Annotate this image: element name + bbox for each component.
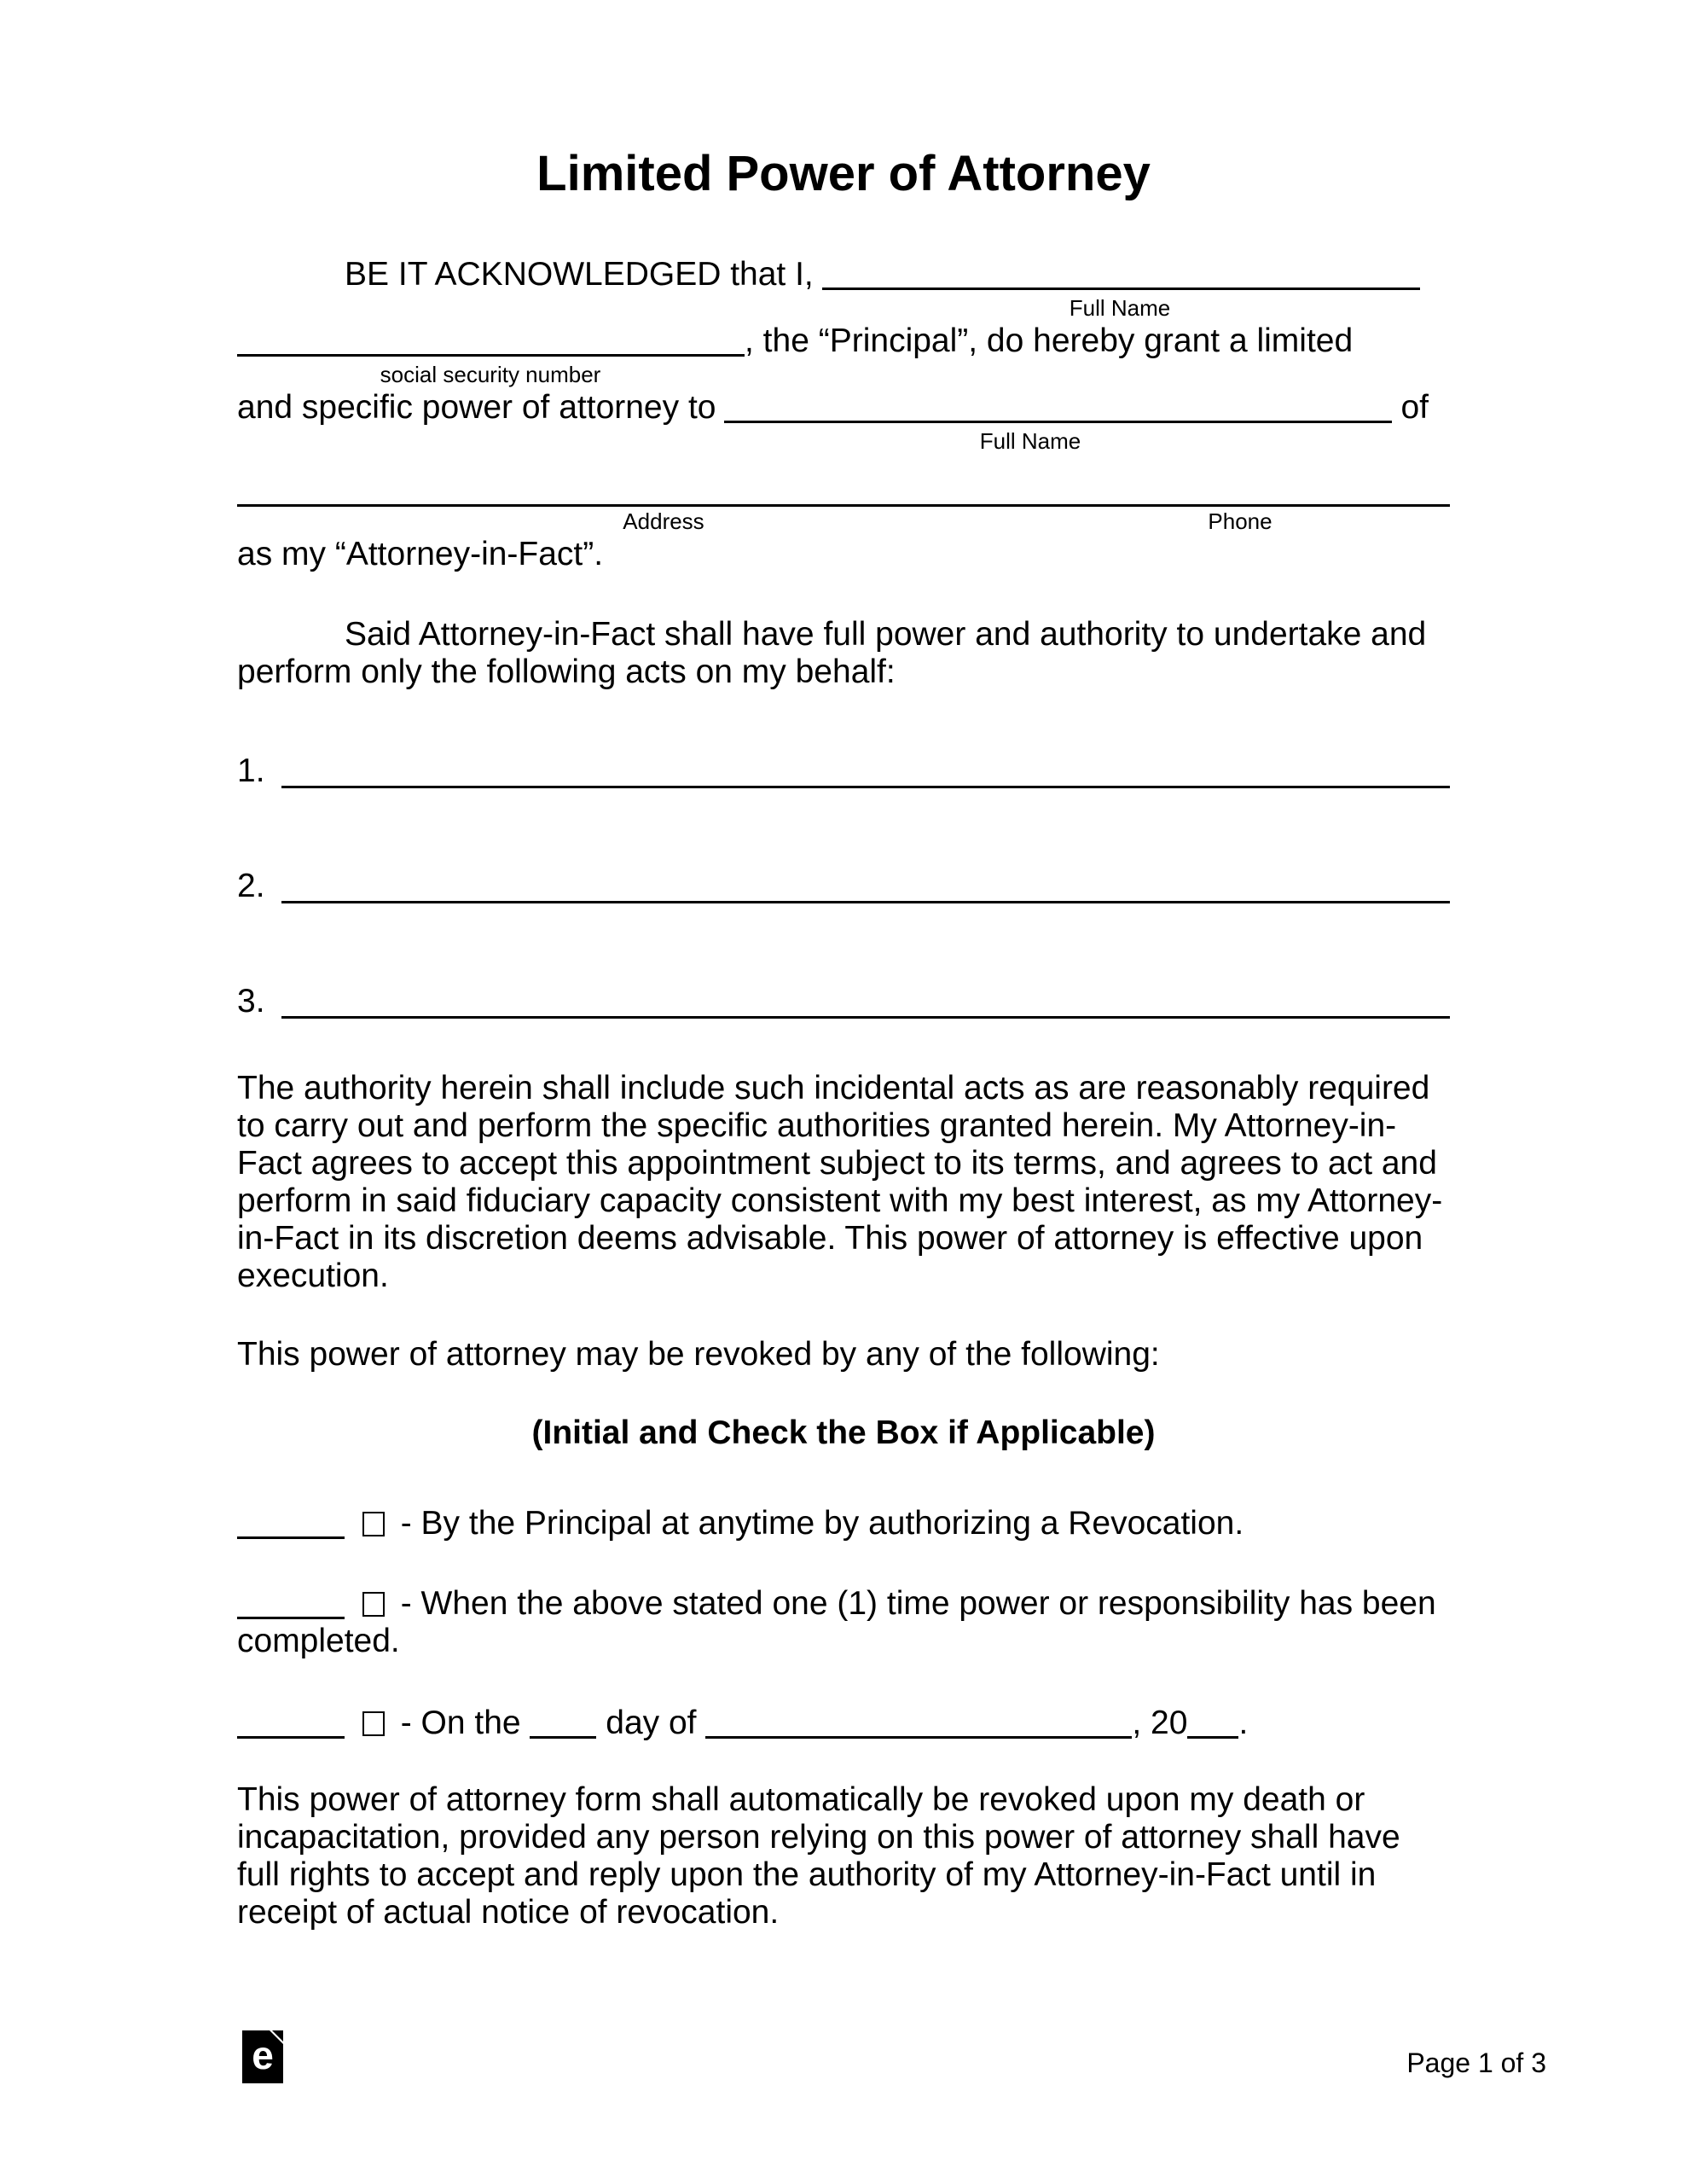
ssn-label: social security number <box>380 362 601 387</box>
revocation-checkbox-2[interactable] <box>362 1592 385 1617</box>
of-text: of <box>1400 389 1429 426</box>
initial-check-heading: (Initial and Check the Box if Applicable) <box>531 1414 1156 1451</box>
full-name-label-2: Full Name <box>979 428 1081 454</box>
revocation-option-1 <box>237 1505 1450 1542</box>
revocation-option-3-suffix: , 20 <box>1132 1705 1188 1741</box>
full-name-label-1: Full Name <box>1069 295 1171 321</box>
address-phone-label-row <box>237 507 1450 536</box>
revocation-option-3-prefix: - On the <box>400 1705 521 1741</box>
act-row-2 <box>237 868 1450 905</box>
principal-clause-text: , the “Principal”, do hereby grant a limited <box>745 322 1354 359</box>
revocation-intro: This power of attorney may be revoked by any of the following: <box>237 1336 1160 1373</box>
year-blank[interactable] <box>1187 1713 1238 1739</box>
grant-clause-text: and specific power of attorney to <box>237 389 716 426</box>
acknowledged-text: BE IT ACKNOWLEDGED that I, <box>345 256 814 293</box>
month-blank[interactable] <box>705 1713 1132 1739</box>
page-title: Limited Power of Attorney <box>536 146 1151 201</box>
attorney-in-fact-text: as my “Attorney-in-Fact”. <box>237 536 604 572</box>
act-row-1 <box>237 752 1450 790</box>
address-label: Address <box>623 508 704 534</box>
initials-blank-2[interactable] <box>237 1594 345 1619</box>
revocation-checkbox-3[interactable] <box>362 1711 385 1736</box>
day-blank[interactable] <box>530 1713 596 1739</box>
act-blank-3[interactable] <box>281 985 1450 1019</box>
attorney-in-fact-line <box>237 536 1450 573</box>
attorney-full-name-blank[interactable] <box>724 394 1392 423</box>
act-number-1: 1. <box>237 752 265 789</box>
revocation-option-2-text: - When the above stated one (1) time power or responsibility has been completed. <box>237 1585 1436 1659</box>
authority-paragraph: Said Attorney-in-Fact shall have full power and authority to undertake and perform only the following acts on my behalf: <box>237 616 1427 690</box>
initials-blank-1[interactable] <box>237 1513 345 1539</box>
revocation-option-3 <box>237 1705 1450 1742</box>
ssn-blank[interactable] <box>237 331 745 357</box>
revocation-checkbox-1[interactable] <box>362 1512 385 1536</box>
document-content <box>237 0 1450 1931</box>
act-blank-2[interactable] <box>281 869 1450 903</box>
act-blank-1[interactable] <box>281 754 1450 788</box>
intro-line-2 <box>237 322 1450 360</box>
intro-line-1 <box>237 256 1450 293</box>
address-phone-blank[interactable] <box>237 473 1450 507</box>
incidental-paragraph: The authority herein shall include such incidental acts as are reasonably required to carry out and perform the specific authorities granted herein. My Attorney-in-Fact agrees to accept this appointment subject to its terms, and agrees to act and perform in said fiduciary capacity consistent with my best interest, as my Attorney-in-Fact in its discretion deems advisable. This power of attorney is effective upon execution. <box>237 1070 1443 1294</box>
revocation-option-3-period: . <box>1238 1705 1249 1741</box>
intro-line-3 <box>237 389 1450 427</box>
eforms-logo <box>242 2030 283 2083</box>
revocation-option-1-text: - By the Principal at anytime by authorizing a Revocation. <box>400 1505 1244 1542</box>
revocation-option-3-mid: day of <box>606 1705 697 1741</box>
principal-full-name-blank[interactable] <box>822 261 1420 290</box>
act-row-3 <box>237 983 1450 1020</box>
intro-section <box>237 256 1450 573</box>
full-name-label-row-2 <box>237 427 1450 456</box>
act-number-3: 3. <box>237 983 265 1019</box>
revocation-option-2 <box>237 1585 1450 1660</box>
initials-blank-3[interactable] <box>237 1713 345 1739</box>
eforms-logo-letter: e <box>252 2033 274 2077</box>
death-revocation-paragraph: This power of attorney form shall automatically be revoked upon my death or incapacitation, provided any person relying on this power of attorney shall have full rights to accept and reply upon the authority of my Attorney-in-Fact until in receipt of actual notice of revocation. <box>237 1781 1400 1931</box>
phone-label: Phone <box>1208 508 1272 534</box>
page-number: Page 1 of 3 <box>1406 2048 1546 2078</box>
full-name-label-row-1 <box>237 293 1450 322</box>
ssn-label-row <box>237 360 1450 389</box>
act-number-2: 2. <box>237 868 265 904</box>
